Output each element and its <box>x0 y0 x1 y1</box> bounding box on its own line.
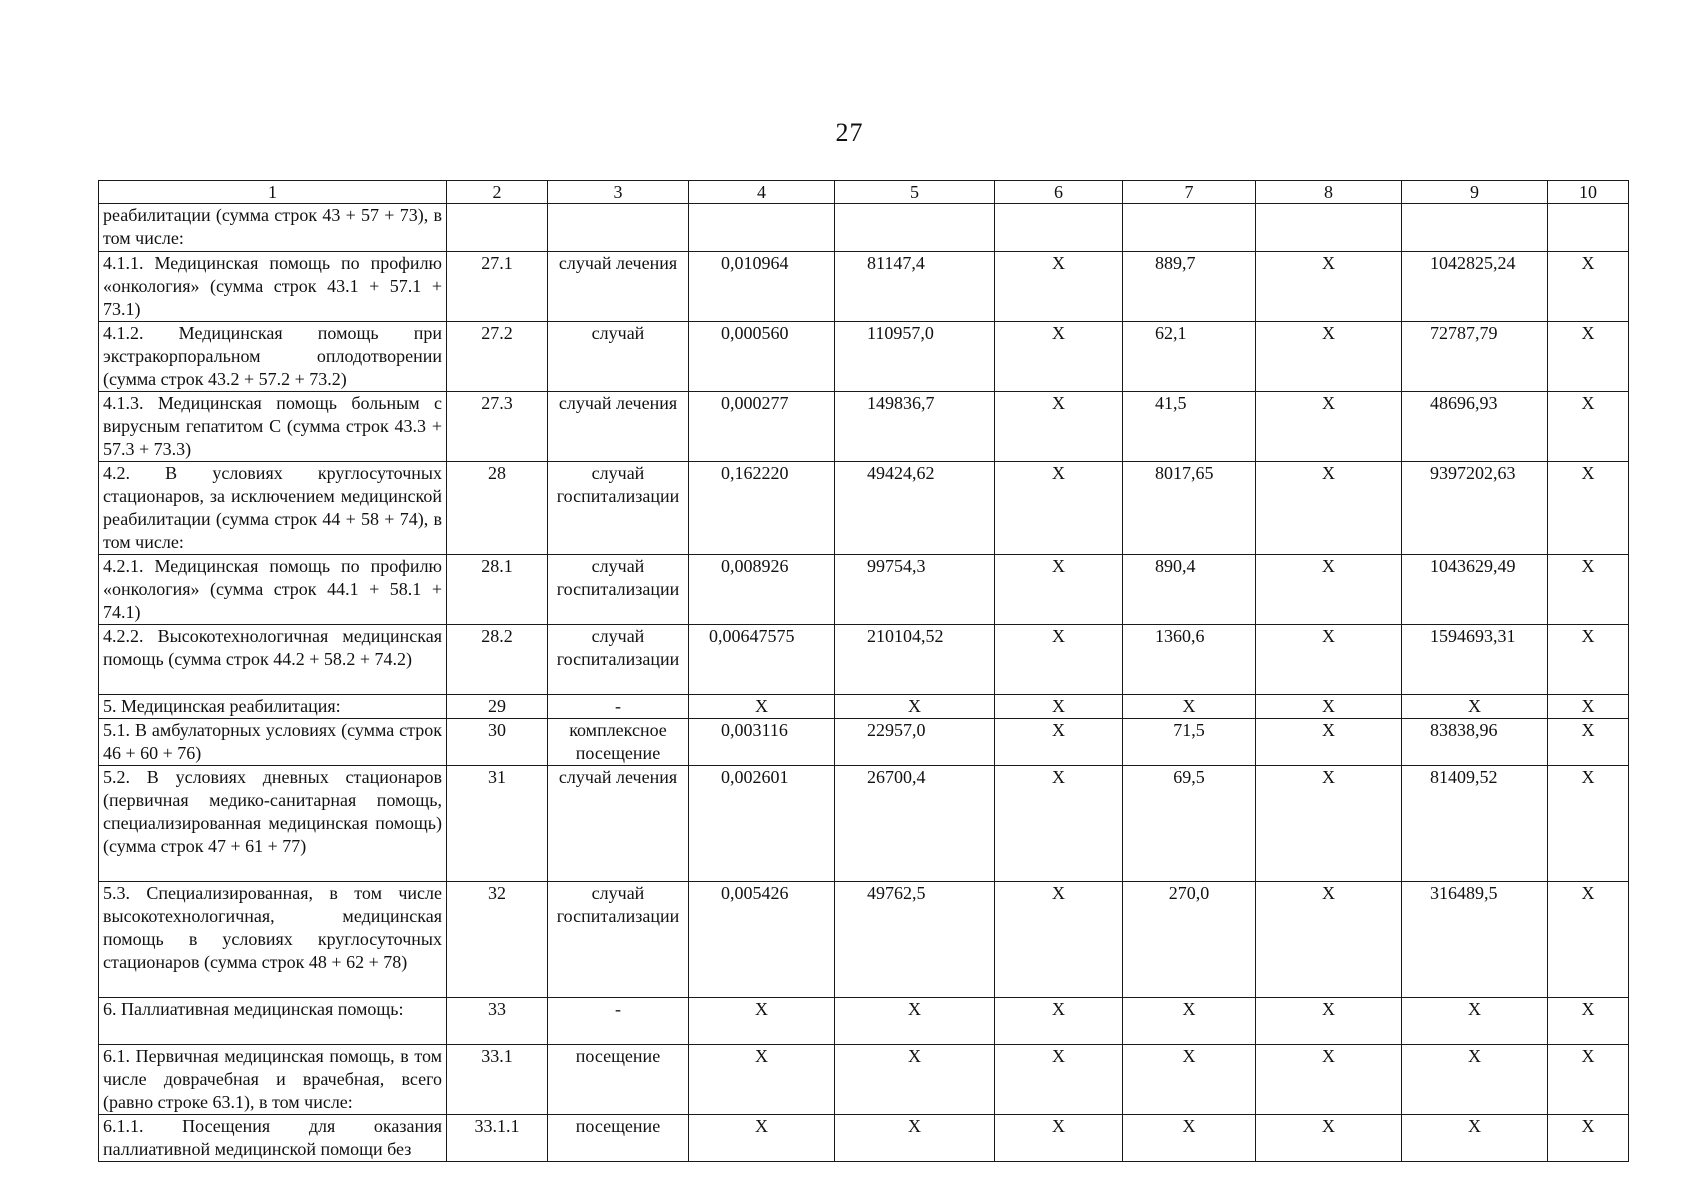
row-unit: случай госпитализации <box>548 625 689 695</box>
row-col6: Х <box>995 322 1123 392</box>
row-col9: 9397202,63 <box>1402 462 1548 555</box>
row-col4: Х <box>689 1115 835 1162</box>
column-number: 8 <box>1256 181 1402 204</box>
row-col10: Х <box>1548 1045 1629 1115</box>
row-name: 4.1.1. Медицинская помощь по профилю «онкология» (сумма строк 43.1 + 57.1 + 73.1) <box>99 252 447 322</box>
column-number: 2 <box>447 181 548 204</box>
table-row <box>99 719 1629 766</box>
row-col6: Х <box>995 695 1123 719</box>
row-name: 6.1. Первичная медицинская помощь, в том числе доврачебная и врачебная, всего (равно строке 63.1), в том числе: <box>99 1045 447 1115</box>
row-col4: 0,005426 <box>689 882 835 998</box>
row-col7: 890,4 <box>1123 555 1256 625</box>
row-code: 33 <box>447 998 548 1045</box>
indicators-table <box>98 180 1629 1162</box>
row-col10: Х <box>1548 719 1629 766</box>
row-col4 <box>689 204 835 252</box>
row-col10: Х <box>1548 1115 1629 1162</box>
row-col9: Х <box>1402 1045 1548 1115</box>
row-col10: Х <box>1548 252 1629 322</box>
row-col8: Х <box>1256 392 1402 462</box>
row-col4: 0,002601 <box>689 766 835 882</box>
row-code: 33.1 <box>447 1045 548 1115</box>
row-col5: 149836,7 <box>835 392 995 462</box>
row-col6: Х <box>995 882 1123 998</box>
row-col5: 81147,4 <box>835 252 995 322</box>
row-unit: случай лечения <box>548 392 689 462</box>
row-col4: 0,008926 <box>689 555 835 625</box>
row-col10: Х <box>1548 555 1629 625</box>
row-col8: Х <box>1256 555 1402 625</box>
table-body <box>99 181 1629 1162</box>
row-col7 <box>1123 204 1256 252</box>
table-row <box>99 1045 1629 1115</box>
row-col7: 1360,6 <box>1123 625 1256 695</box>
row-name: 6. Паллиативная медицинская помощь: <box>99 998 447 1045</box>
row-col5: 99754,3 <box>835 555 995 625</box>
table-row <box>99 695 1629 719</box>
row-name: 5.2. В условиях дневных стационаров (первичная медико-санитарная помощь, специализированная медицинская помощь) (сумма строк 47 + 61 + 77) <box>99 766 447 882</box>
row-col8: Х <box>1256 998 1402 1045</box>
table-row <box>99 204 1629 252</box>
row-col7: 270,0 <box>1123 882 1256 998</box>
row-col10: Х <box>1548 625 1629 695</box>
column-number-row <box>99 181 1629 204</box>
row-col6: Х <box>995 392 1123 462</box>
row-code <box>447 204 548 252</box>
row-col5 <box>835 204 995 252</box>
row-code: 27.3 <box>447 392 548 462</box>
row-col5: Х <box>835 695 995 719</box>
row-col9: Х <box>1402 1115 1548 1162</box>
row-unit: комплексное посещение <box>548 719 689 766</box>
row-col4: Х <box>689 998 835 1045</box>
row-code: 30 <box>447 719 548 766</box>
row-col7: 41,5 <box>1123 392 1256 462</box>
row-col5: 210104,52 <box>835 625 995 695</box>
row-col7: Х <box>1123 998 1256 1045</box>
row-col10 <box>1548 204 1629 252</box>
row-col8: Х <box>1256 1115 1402 1162</box>
column-number: 4 <box>689 181 835 204</box>
row-col10: Х <box>1548 462 1629 555</box>
row-col8: Х <box>1256 766 1402 882</box>
row-col8: Х <box>1256 322 1402 392</box>
row-name: 5. Медицинская реабилитация: <box>99 695 447 719</box>
row-code: 29 <box>447 695 548 719</box>
row-unit <box>548 204 689 252</box>
row-code: 32 <box>447 882 548 998</box>
row-col4: 0,003116 <box>689 719 835 766</box>
row-col5: 26700,4 <box>835 766 995 882</box>
row-col9: 1594693,31 <box>1402 625 1548 695</box>
row-col9: 81409,52 <box>1402 766 1548 882</box>
table-row <box>99 555 1629 625</box>
table-row <box>99 252 1629 322</box>
row-unit: посещение <box>548 1045 689 1115</box>
row-code: 33.1.1 <box>447 1115 548 1162</box>
row-col8: Х <box>1256 625 1402 695</box>
row-col5: Х <box>835 998 995 1045</box>
table-row <box>99 322 1629 392</box>
row-col8: Х <box>1256 252 1402 322</box>
row-col4: Х <box>689 695 835 719</box>
row-col7: 62,1 <box>1123 322 1256 392</box>
table-row <box>99 1115 1629 1162</box>
row-unit: случай лечения <box>548 766 689 882</box>
row-col7: 8017,65 <box>1123 462 1256 555</box>
row-code: 28.2 <box>447 625 548 695</box>
row-unit: случай госпитализации <box>548 462 689 555</box>
row-col9: Х <box>1402 695 1548 719</box>
row-col4: 0,000560 <box>689 322 835 392</box>
row-name: 4.1.2. Медицинская помощь при экстракорпоральном оплодотворении (сумма строк 43.2 + 57.2 + 73.2) <box>99 322 447 392</box>
row-col4: 0,162220 <box>689 462 835 555</box>
row-unit: случай госпитализации <box>548 555 689 625</box>
row-col10: Х <box>1548 392 1629 462</box>
row-col7: 71,5 <box>1123 719 1256 766</box>
row-col8: Х <box>1256 882 1402 998</box>
row-name: 4.1.3. Медицинская помощь больным с вирусным гепатитом С (сумма строк 43.3 + 57.3 + 73.3) <box>99 392 447 462</box>
row-unit: случай <box>548 322 689 392</box>
row-col5: 110957,0 <box>835 322 995 392</box>
row-col7: 889,7 <box>1123 252 1256 322</box>
row-unit: случай госпитализации <box>548 882 689 998</box>
row-col4: Х <box>689 1045 835 1115</box>
row-code: 28.1 <box>447 555 548 625</box>
row-col6: Х <box>995 462 1123 555</box>
row-col5: Х <box>835 1045 995 1115</box>
row-col7: Х <box>1123 695 1256 719</box>
row-code: 31 <box>447 766 548 882</box>
row-col8: Х <box>1256 719 1402 766</box>
row-col9 <box>1402 204 1548 252</box>
row-col9: 72787,79 <box>1402 322 1548 392</box>
row-col9: 83838,96 <box>1402 719 1548 766</box>
column-number: 10 <box>1548 181 1629 204</box>
table-row <box>99 882 1629 998</box>
row-col7: 69,5 <box>1123 766 1256 882</box>
table-row <box>99 625 1629 695</box>
row-code: 27.2 <box>447 322 548 392</box>
row-name: 5.3. Специализированная, в том числе высокотехнологичная, медицинская помощь в условиях круглосуточных стационаров (сумма строк 48 + 62 + 78) <box>99 882 447 998</box>
column-number: 9 <box>1402 181 1548 204</box>
page-number: 27 <box>835 118 864 147</box>
row-col5: Х <box>835 1115 995 1162</box>
row-col5: 22957,0 <box>835 719 995 766</box>
column-number: 1 <box>99 181 447 204</box>
row-col10: Х <box>1548 882 1629 998</box>
row-col6: Х <box>995 719 1123 766</box>
column-number: 7 <box>1123 181 1256 204</box>
row-col6 <box>995 204 1123 252</box>
row-name: 4.2.2. Высокотехнологичная медицинская помощь (сумма строк 44.2 + 58.2 + 74.2) <box>99 625 447 695</box>
row-col10: Х <box>1548 998 1629 1045</box>
table-row <box>99 998 1629 1045</box>
row-col9: 316489,5 <box>1402 882 1548 998</box>
row-col8: Х <box>1256 695 1402 719</box>
row-col6: Х <box>995 998 1123 1045</box>
row-col8: Х <box>1256 462 1402 555</box>
row-col6: Х <box>995 1045 1123 1115</box>
row-name: 4.2.1. Медицинская помощь по профилю «онкология» (сумма строк 44.1 + 58.1 + 74.1) <box>99 555 447 625</box>
row-col7: Х <box>1123 1115 1256 1162</box>
row-col5: 49424,62 <box>835 462 995 555</box>
row-col6: Х <box>995 766 1123 882</box>
row-col8 <box>1256 204 1402 252</box>
row-unit: случай лечения <box>548 252 689 322</box>
indicators-table-wrapper <box>98 180 1628 1162</box>
row-name: 4.2. В условиях круглосуточных стационаров, за исключением медицинской реабилитации (сумма строк 44 + 58 + 74), в том числе: <box>99 462 447 555</box>
column-number: 5 <box>835 181 995 204</box>
row-col10: Х <box>1548 766 1629 882</box>
row-name: реабилитации (сумма строк 43 + 57 + 73), в том числе: <box>99 204 447 252</box>
row-col6: Х <box>995 252 1123 322</box>
row-col9: 48696,93 <box>1402 392 1548 462</box>
column-number: 3 <box>548 181 689 204</box>
row-code: 27.1 <box>447 252 548 322</box>
row-col5: 49762,5 <box>835 882 995 998</box>
row-col9: 1042825,24 <box>1402 252 1548 322</box>
row-col6: Х <box>995 1115 1123 1162</box>
row-unit: посещение <box>548 1115 689 1162</box>
row-col6: Х <box>995 625 1123 695</box>
row-col10: Х <box>1548 322 1629 392</box>
row-col7: Х <box>1123 1045 1256 1115</box>
row-col9: Х <box>1402 998 1548 1045</box>
row-col9: 1043629,49 <box>1402 555 1548 625</box>
table-row <box>99 766 1629 882</box>
row-code: 28 <box>447 462 548 555</box>
row-unit: - <box>548 695 689 719</box>
row-col10: Х <box>1548 695 1629 719</box>
row-name: 6.1.1. Посещения для оказания паллиативной медицинской помощи без <box>99 1115 447 1162</box>
column-number: 6 <box>995 181 1123 204</box>
table-row <box>99 392 1629 462</box>
row-unit: - <box>548 998 689 1045</box>
table-row <box>99 462 1629 555</box>
row-name: 5.1. В амбулаторных условиях (сумма строк 46 + 60 + 76) <box>99 719 447 766</box>
row-col4: 0,000277 <box>689 392 835 462</box>
row-col6: Х <box>995 555 1123 625</box>
row-col4: 0,010964 <box>689 252 835 322</box>
row-col8: Х <box>1256 1045 1402 1115</box>
row-col4: 0,00647575 <box>689 625 835 695</box>
